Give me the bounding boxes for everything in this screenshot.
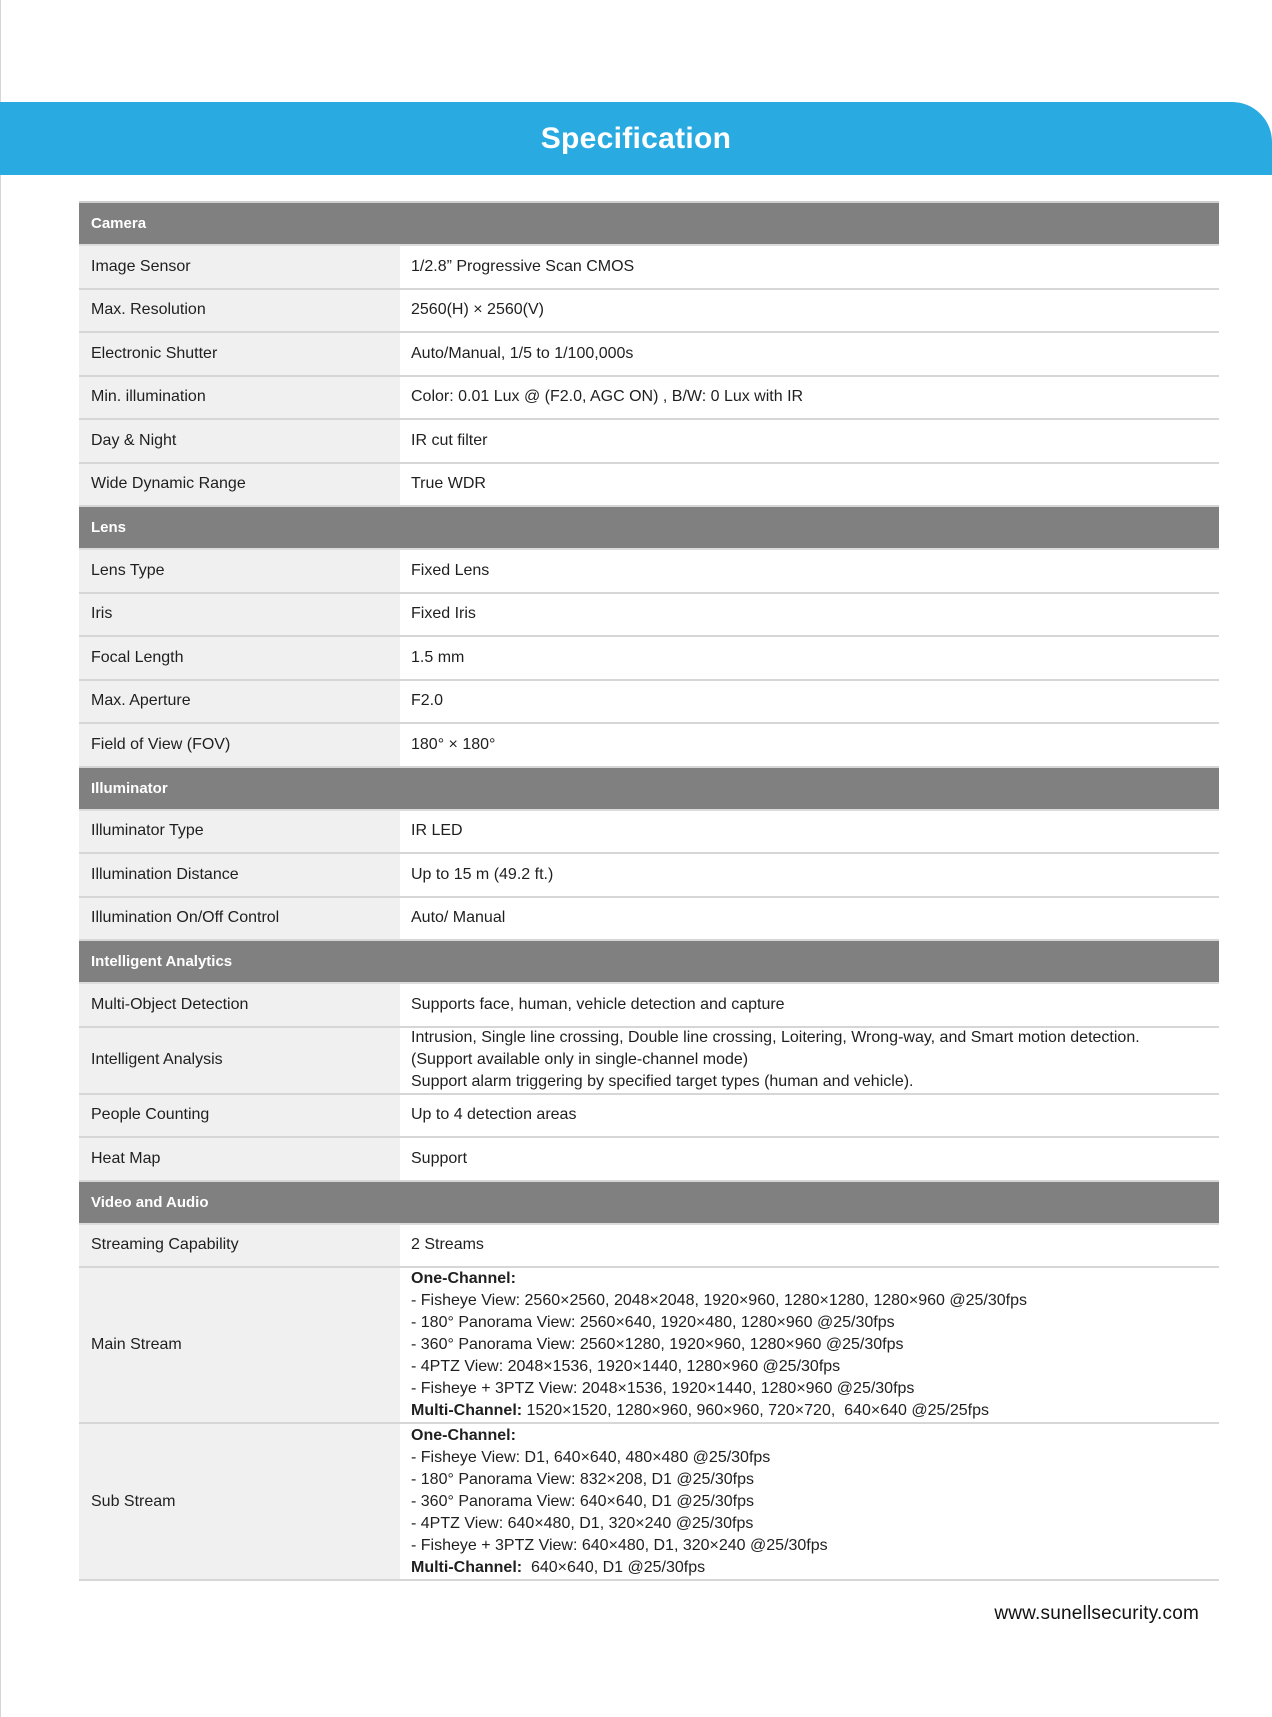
row-value-multiline xyxy=(400,1424,1219,1579)
row-value: Supports face, human, vehicle detection and capture xyxy=(400,984,1219,1026)
one-channel-label: One-Channel: xyxy=(411,1270,516,1287)
table-row xyxy=(79,1268,1219,1424)
row-value: 1.5 mm xyxy=(400,637,1219,679)
value-line: - 180° Panorama View: 832×208, D1 @25/30fps xyxy=(411,1470,755,1488)
row-label: People Counting xyxy=(79,1095,400,1137)
row-value: 2560(H) × 2560(V) xyxy=(400,290,1219,332)
row-value: IR cut filter xyxy=(400,420,1219,462)
table-row xyxy=(79,246,1219,290)
value-line: - Fisheye + 3PTZ View: 640×480, D1, 320×240 @25/30fps xyxy=(411,1536,828,1554)
value-line: Support alarm triggering by specified target types (human and vehicle). xyxy=(411,1073,914,1090)
spec-table xyxy=(79,201,1219,1581)
table-row xyxy=(79,594,1219,638)
table-row xyxy=(79,984,1219,1028)
row-value: Up to 15 m (49.2 ft.) xyxy=(400,854,1219,896)
row-value-multiline xyxy=(400,1268,1219,1422)
row-value: IR LED xyxy=(400,811,1219,853)
page-title: Specification xyxy=(540,122,732,155)
multi-channel-line xyxy=(411,1400,989,1422)
table-row xyxy=(79,854,1219,898)
row-label: Image Sensor xyxy=(79,246,400,288)
table-row xyxy=(79,464,1219,508)
multi-channel-value: 1520×1520, 1280×960, 960×960, 720×720, 640×640 @25/25fps xyxy=(522,1402,989,1419)
value-line: - 360° Panorama View: 2560×1280, 1920×960, 1280×960 @25/30fps xyxy=(411,1336,904,1353)
one-channel-label: One-Channel: xyxy=(411,1426,516,1444)
row-value-multiline xyxy=(400,1028,1219,1093)
value-line: - Fisheye + 3PTZ View: 2048×1536, 1920×1440, 1280×960 @25/30fps xyxy=(411,1380,915,1397)
row-value: F2.0 xyxy=(400,681,1219,723)
row-label: Illuminator Type xyxy=(79,811,400,853)
row-label: Lens Type xyxy=(79,550,400,592)
row-value: Auto/ Manual xyxy=(400,898,1219,940)
table-row xyxy=(79,811,1219,855)
table-row xyxy=(79,1095,1219,1139)
row-label: Electronic Shutter xyxy=(79,333,400,375)
row-label: Min. illumination xyxy=(79,377,400,419)
table-row xyxy=(79,724,1219,768)
table-row xyxy=(79,377,1219,421)
row-value: True WDR xyxy=(400,464,1219,506)
value-line: - 180° Panorama View: 2560×640, 1920×480, 1280×960 @25/30fps xyxy=(411,1314,895,1331)
row-label: Day & Night xyxy=(79,420,400,462)
table-row xyxy=(79,420,1219,464)
value-line: - 4PTZ View: 640×480, D1, 320×240 @25/30fps xyxy=(411,1514,754,1532)
row-value: 2 Streams xyxy=(400,1225,1219,1267)
table-row xyxy=(79,1424,1219,1581)
table-row xyxy=(79,550,1219,594)
row-value: Support xyxy=(400,1138,1219,1180)
row-value: Up to 4 detection areas xyxy=(400,1095,1219,1137)
table-row xyxy=(79,290,1219,334)
value-line: - 4PTZ View: 2048×1536, 1920×1440, 1280×960 @25/30fps xyxy=(411,1358,841,1375)
value-line: - 360° Panorama View: 640×640, D1 @25/30fps xyxy=(411,1492,755,1510)
table-row xyxy=(79,637,1219,681)
table-row xyxy=(79,1028,1219,1095)
row-label: Focal Length xyxy=(79,637,400,679)
row-value: Fixed Lens xyxy=(400,550,1219,592)
section-header-intelligent-analytics: Intelligent Analytics xyxy=(79,941,1219,984)
row-label: Illumination On/Off Control xyxy=(79,898,400,940)
value-line: - Fisheye View: 2560×2560, 2048×2048, 1920×960, 1280×1280, 1280×960 @25/30fps xyxy=(411,1292,1028,1309)
section-header-camera: Camera xyxy=(79,203,1219,246)
page-left-border xyxy=(0,0,1,1717)
row-value: 1/2.8” Progressive Scan CMOS xyxy=(400,246,1219,288)
row-label: Intelligent Analysis xyxy=(79,1028,400,1093)
table-row xyxy=(79,681,1219,725)
section-header-video-audio: Video and Audio xyxy=(79,1182,1219,1225)
table-row xyxy=(79,333,1219,377)
row-label: Heat Map xyxy=(79,1138,400,1180)
row-label: Wide Dynamic Range xyxy=(79,464,400,506)
multi-channel-label: Multi-Channel: xyxy=(411,1558,523,1576)
section-header-illuminator: Illuminator xyxy=(79,768,1219,811)
row-value: Color: 0.01 Lux @ (F2.0, AGC ON) , B/W: 0 Lux with IR xyxy=(400,377,1219,419)
row-label: Main Stream xyxy=(79,1268,400,1422)
row-label: Sub Stream xyxy=(79,1424,400,1579)
row-label: Illumination Distance xyxy=(79,854,400,896)
value-line: (Support available only in single-channel mode) xyxy=(411,1051,749,1068)
section-header-lens: Lens xyxy=(79,507,1219,550)
row-label: Streaming Capability xyxy=(79,1225,400,1267)
row-value: Auto/Manual, 1/5 to 1/100,000s xyxy=(400,333,1219,375)
row-value: 180° × 180° xyxy=(400,724,1219,766)
table-row xyxy=(79,898,1219,942)
multi-channel-label: Multi-Channel: xyxy=(411,1402,523,1419)
row-label: Iris xyxy=(79,594,400,636)
multi-channel-line xyxy=(411,1557,705,1579)
row-label: Max. Aperture xyxy=(79,681,400,723)
footer-website-link[interactable]: www.sunellsecurity.com xyxy=(994,1603,1199,1624)
multi-channel-value: 640×640, D1 @25/30fps xyxy=(522,1558,706,1576)
table-row xyxy=(79,1225,1219,1269)
table-row xyxy=(79,1138,1219,1182)
value-line: Intrusion, Single line crossing, Double line crossing, Loitering, Wrong-way, and Smart motion detection. xyxy=(411,1029,1140,1046)
row-label: Field of View (FOV) xyxy=(79,724,400,766)
row-label: Max. Resolution xyxy=(79,290,400,332)
value-line: - Fisheye View: D1, 640×640, 480×480 @25/30fps xyxy=(411,1448,771,1466)
row-value: Fixed Iris xyxy=(400,594,1219,636)
row-label: Multi-Object Detection xyxy=(79,984,400,1026)
